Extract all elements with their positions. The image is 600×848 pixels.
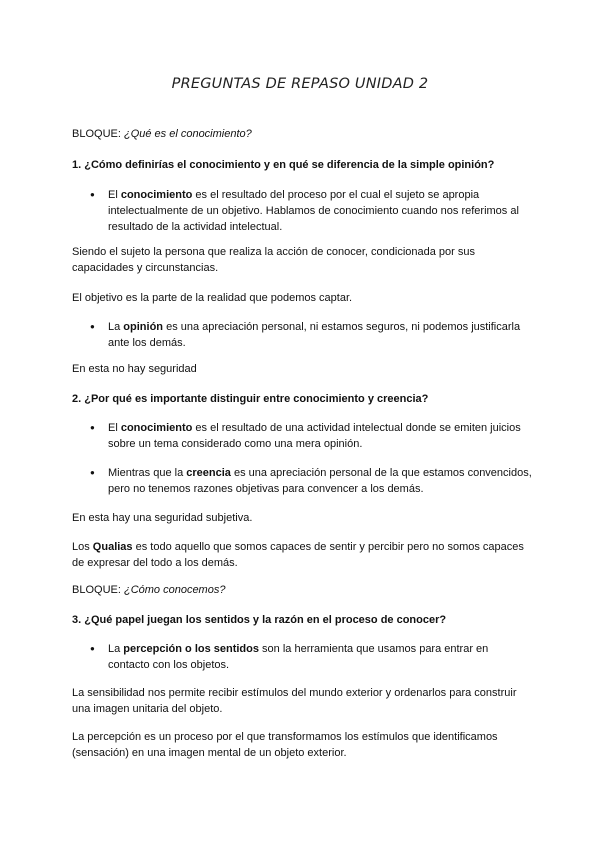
block-heading-1 bbox=[72, 126, 532, 142]
q3-paragraph-1: La sensibilidad nos permite recibir estímulos del mundo exterior y ordenarlos para construir una imagen unitaria del objeto. bbox=[72, 687, 517, 715]
list-item: ● Mientras que la creencia es una apreciación personal de la que estamos convencidos, pero no tenemos razones objetivas para convencer a los demás. bbox=[72, 465, 532, 497]
question-2: 2. ¿Por qué es importante distinguir entre conocimiento y creencia? bbox=[72, 393, 429, 405]
q2-paragraph-1: En esta hay una seguridad subjetiva. bbox=[72, 512, 253, 524]
q1-list-1 bbox=[72, 187, 532, 235]
q1-list-2 bbox=[72, 319, 532, 351]
list-item: ● El conocimiento es el resultado del proceso por el cual el sujeto se apropia intelectualmente de un objetivo. Hablamos de conocimiento cuando nos referimos al resultado de la actividad intelectual. bbox=[72, 187, 532, 235]
q3-paragraph-2: La percepción es un proceso por el que transformamos los estímulos que identificamos (sensación) en una imagen mental de un objeto exterior. bbox=[72, 731, 498, 759]
q3-list bbox=[72, 641, 532, 673]
list-item: ● El conocimiento es el resultado de una actividad intelectual donde se emiten juicios sobre un tema considerado como una mera opinión. bbox=[72, 420, 532, 452]
list-item: ● La percepción o los sentidos son la herramienta que usamos para entrar en contacto con los objetos. bbox=[72, 641, 532, 673]
page-title: PREGUNTAS DE REPASO UNIDAD 2 bbox=[171, 76, 429, 92]
question-1: 1. ¿Cómo definirías el conocimiento y en qué se diferencia de la simple opinión? bbox=[72, 159, 495, 171]
q2-list bbox=[72, 420, 532, 497]
question-3: 3. ¿Qué papel juegan los sentidos y la razón en el proceso de conocer? bbox=[72, 614, 447, 626]
block-heading-2 bbox=[72, 582, 532, 598]
q1-paragraph-3: En esta no hay seguridad bbox=[72, 363, 197, 375]
q1-paragraph-2: El objetivo es la parte de la realidad que podemos captar. bbox=[72, 292, 353, 304]
block-label: BLOQUE: bbox=[72, 584, 121, 596]
block-topic: ¿Qué es el conocimiento? bbox=[123, 128, 252, 140]
block-topic: ¿Cómo conocemos? bbox=[123, 584, 226, 596]
q2-paragraph-2: Los Qualias es todo aquello que somos capaces de sentir y percibir pero no somos capaces de expresar del todo a los demás. bbox=[72, 541, 524, 569]
list-item: ● La opinión es una apreciación personal, ni estamos seguros, ni podemos justificarla ante los demás. bbox=[72, 319, 532, 351]
block-label: BLOQUE: bbox=[72, 128, 121, 140]
q1-paragraph-1: Siendo el sujeto la persona que realiza la acción de conocer, condicionada por sus capacidades y circunstancias. bbox=[72, 246, 475, 274]
